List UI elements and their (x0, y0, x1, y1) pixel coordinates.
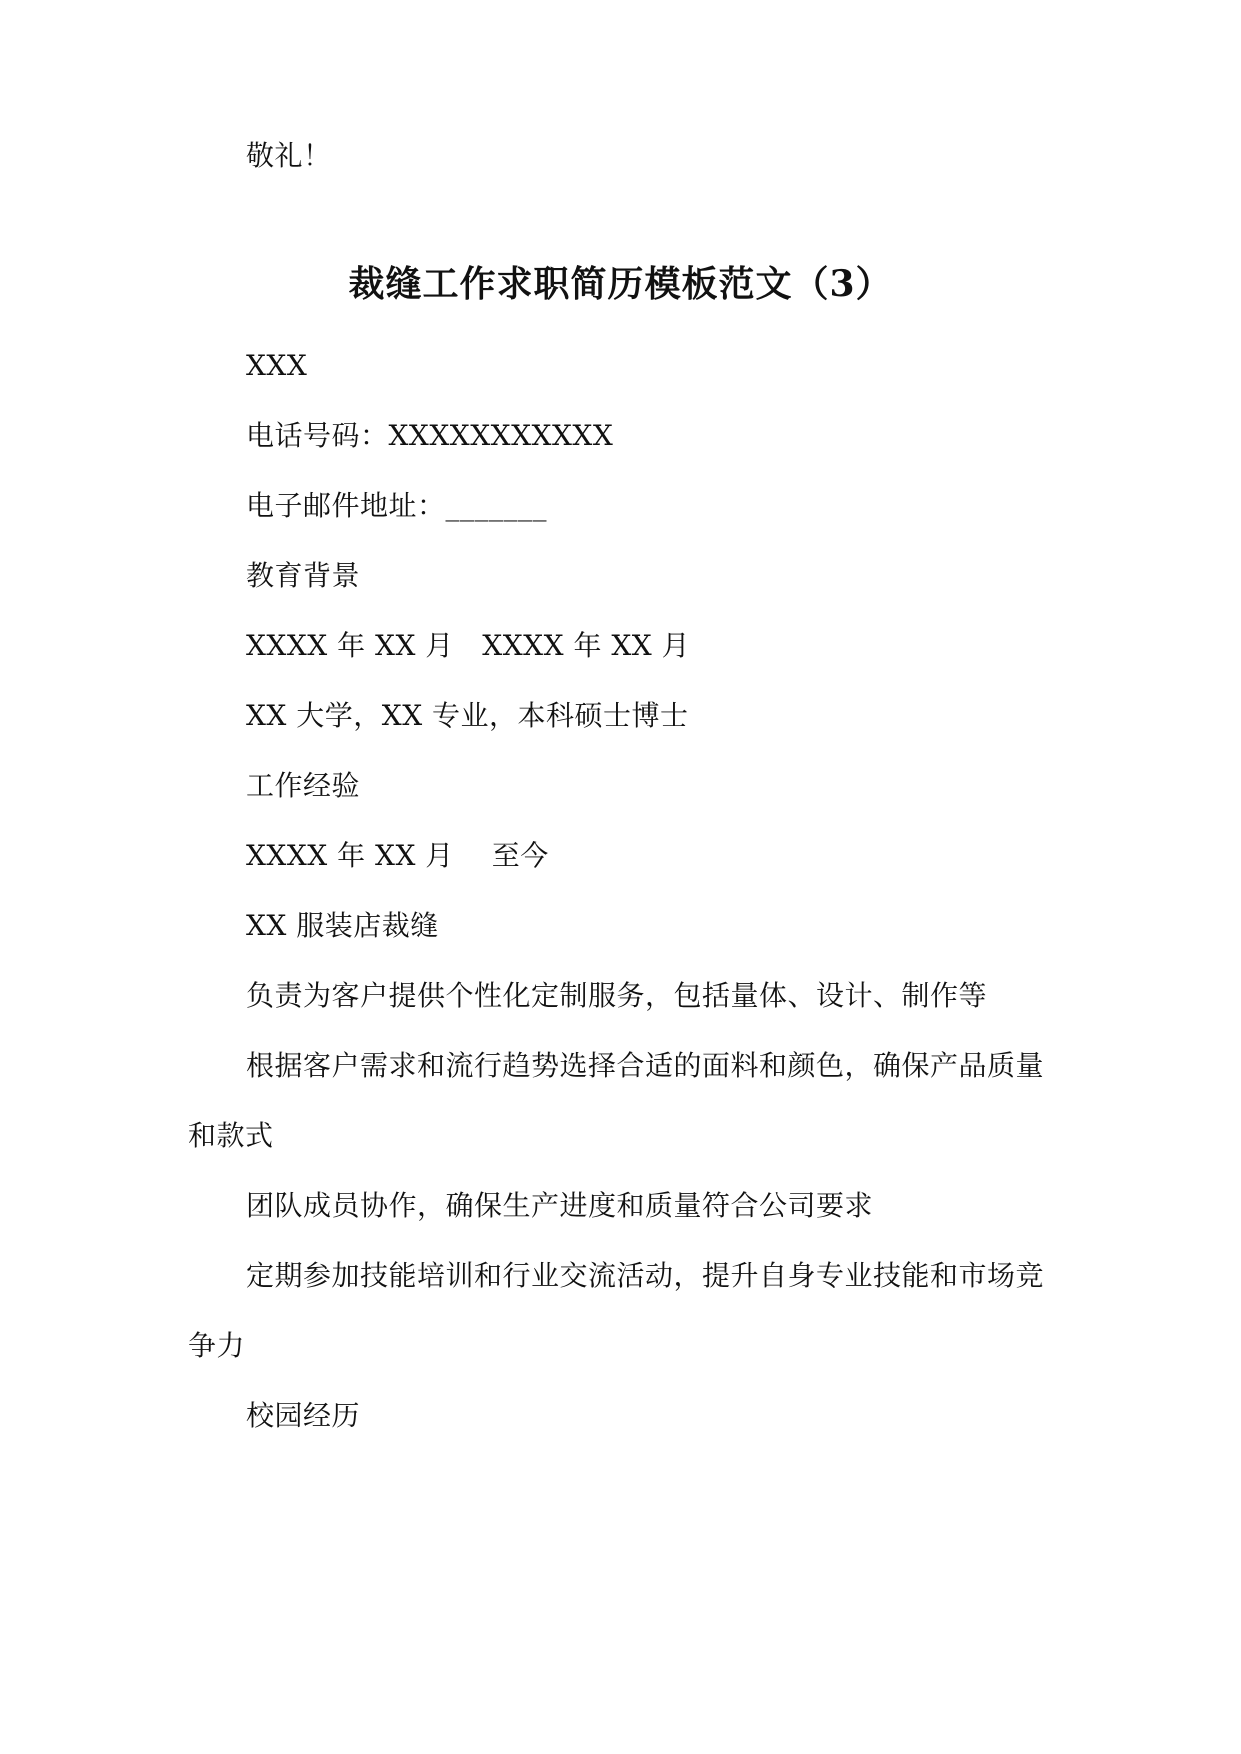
education-period: XXXX 年 XX 月 XXXX 年 XX 月 (246, 629, 691, 662)
campus-heading: 校园经历 (246, 1399, 361, 1432)
duty-item-2-line-1: 根据客户需求和流行趋势选择合适的面料和颜色，确保产品质量 (246, 1049, 1045, 1082)
email-line: 电子邮件地址：_______ (246, 489, 548, 522)
duty-item-2-line-2: 和款式 (188, 1119, 274, 1152)
duty-item-3: 团队成员协作，确保生产进度和质量符合公司要求 (246, 1189, 874, 1222)
education-detail: XX 大学，XX 专业，本科硕士博士 (246, 699, 689, 732)
document-title: 裁缝工作求职简历模板范文（3） (348, 263, 893, 305)
education-heading: 教育背景 (246, 559, 361, 592)
duty-item-1: 负责为客户提供个性化定制服务，包括量体、设计、制作等 (246, 979, 988, 1012)
duty-item-4-line-2: 争力 (188, 1329, 246, 1362)
closing-salutation: 敬礼！ (246, 139, 332, 172)
duty-item-4-line-1: 定期参加技能培训和行业交流活动，提升自身专业技能和市场竞 (246, 1259, 1045, 1292)
work-heading: 工作经验 (246, 769, 361, 802)
applicant-name: XXX (246, 349, 308, 382)
work-period: XXXX 年 XX 月 至今 (246, 839, 549, 872)
work-employer: XX 服装店裁缝 (246, 909, 439, 942)
phone-line: 电话号码：XXXXXXXXXXX (246, 419, 614, 452)
